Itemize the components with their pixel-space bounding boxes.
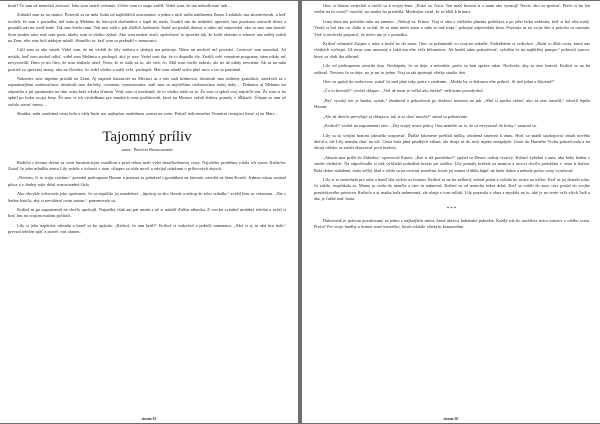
paragraph: Krištof schmatol Zucpin z ruky a hodil ho do mora. Otec sa pohniezdil vo svojom sedadle. Podráždene si vzdychol. „Bude to dlhá cesta, ktorá nás všetkých vyčerpá. Už teraz som unavený a čaká ma ešte veľa kilometrov. Ak budeš takto pokračovať, vyložím ťa na najbližšej pumpe,“ pohrozil synovi, ktorý sa však iba uškrnul. bbox=[314, 41, 590, 59]
paragraph: Lily si jeho nepleche všímala a hneď sa ho opýtala: „Krištof, čo tam hráš?“ Krištof si vzdychol a pokrčil ramenami. „Akú si ty tu akú hru hráš,“ prevzal telefón späť a pozrel von oknom. bbox=[8, 222, 286, 235]
paragraph: Ivina žena mu položila ruku na rameno. „Nebojí sa, Ernest. Vraj si sám z väčšieho plnenia požičiava a po jeho boku sedávala, keď si bol ešte malý. Vtedy si bol ako on. Stále si sa bál, že sa nám niečo stane a mňa to tiež trápi,“ pokojne odpovedala žena. Pozerala sa na svoje deti a potichu sa usmiala. Tiež si nechcela pripustiť, že niečo nie je v poriadku. bbox=[314, 18, 590, 37]
paragraph: kruti? To sam už nemohol zistovať, lebo som stratil vedomie. Určite som to stopu zničil. Vedel som, že ma nebudú mať radi… bbox=[8, 3, 232, 8]
paragraph: „Krištof!“ zvolal na napomenutí otec. „Daj svojej sestre pokoj. Ona nemôže za to, že sa nevyrastal do krásy,“ zasmial sa. bbox=[323, 123, 537, 129]
page-number: strana 35 bbox=[141, 417, 157, 421]
paragraph: Zobudil som sa na stanici. Pozerali sa na mňa ľudia od najbližších astronautov a jedna z nich našla nahlásenia Zema. Ledabolo ma skontrolovali, a keď uvideli, že som v poriadku, daľ mňa aj Melániu do letových skafandrov a šupli do riadu. Usadili nás do sedadiel, upevnili, bez pozdravu zatvorili dvere a posadili nás na tvrdé kade. Tak sme letela sami. Tak sme stáli v pár ďalších hodinách. Snáď asi poslali domov a nikto nič nepovedal, ako sa sme tam dostali. Som strašne sám, mal som pocit, akoby som to všetko zlyhal. Ako som neskôr zistil, spoločnosť to spravila tak, že kvôli obavám o zdravie nás radšej vrátili na Zem, ešte sme boli nádejne mladí. Skončilo to, keď som sa prebudil v nemocnici. bbox=[8, 12, 286, 44]
paragraph: Ako obvykle tolerovala jeho správanie, čo sa nepáčilo jej manželovi. „Správaj sa ako človek a nekop do toho sedadla,“ zvýšil hlas za volantom. „Nie s Sadne batoľa, aby si nevidával cestu autom,“ pomenovala sa. bbox=[8, 191, 286, 203]
paragraph: Nakoniec sme úspešne pristáli na Zemi. Aj napriek katastrofe na Mesiaci sa z nás stali hrdinovia, dostávali sme milióny gratulácií, stretávali sa s najznámejšími osobnosťami, dostávali sme darčeky, ocenenia, vymenovania, stali sme sa najväčšími osobnosťami našej doby… Dokonca aj Melániu mi odpustila a pri spomienke na túto cestu bola vďaka šťastná. Vedy som si uvedomil, že to všetko stálo za to. Že som si splnil svoj najväčší sen. Že som si ho splnil po boku svojej ženy. Že sme si ich výsledkami pre mnohých mne poďakovali, ktorí na Mesiaci zažali štrbiny pomaly v hĺbkach. Údajne sa tam už začalo stavať mesto… bbox=[8, 76, 286, 107]
right-page bbox=[302, 1, 600, 423]
page-number: strana 36 bbox=[443, 417, 459, 421]
story-author: autor: Patrícia Brestovanská bbox=[121, 146, 173, 152]
section-separator: *** bbox=[446, 206, 458, 212]
paragraph: Lily sa so svojím bratom odmietla rozprávať. Ďalšie kilometre prešlial mlčky, obrátená smerom k oknu. Hosť sa snažil upokojovať obsah nového dieťaťa, ale Lily nemala chuť na nič. Cesta bola plná prudkých zákrut, ale dvaja sa do nich nijako nezapájali. Cesta do Horného Vrchu pokračovala a na okraji obloky sa začali objavovať prvé budovy. bbox=[314, 132, 590, 151]
paragraph: Lily od prekvapenia otvorila ústa. Nechápala, čo sa deje, a nevedela, prečo sa brat správa takto. Nechcela, aby sa otec hneval. Krištof sa na ňu zaškeril. Neviem čo sa deje, no je mi to jedno. Vraj sa tak správajú všetky staršie deti. bbox=[314, 63, 590, 75]
story-title: Tajomný príliv bbox=[102, 128, 192, 145]
paragraph: „Ale ak dievča prevyšuje aj chlapcov, tak je to dosť navyše!“ smial sa pohnevane. bbox=[323, 113, 468, 119]
paragraph: Dubrovník je právom považovaný za jedno z najkrajších miest, ktoré ukrýva Jadranské pobrežie. Každý rok ho navštívia tisíce turistov z celého sveta. Prečo? Pre svoje hradby a krásne staré mestečko, ktoré odolalo všetkým katastrofám. bbox=[314, 217, 590, 229]
paragraph: Otec si hlasno vzdychol a otočil sa k svojej žene. „Pozri sa, Ivica. Ten malý huncút si s nami ako vystrojí! Nevie, ako sa správať. Prečo si ho len viedla na tú cestu?“ zavrčal, no matka ho prerušila. Medzitým zistil, že sa blíži k hranici. bbox=[314, 3, 590, 15]
paragraph: Krištof sa po napomenutí na chvíľu upokojil. Najradšej však ani pár minút a už si naložil ďalšiu zábavku. Z vrecka vytiahol mobilný telefón a začal si hrať hru na svojom malom počítači. bbox=[8, 206, 286, 219]
paragraph: Skrátka, naša osadobná cesta bola a vždy bude tou najlepšou osadobnou cestou na svete. Pokiaľ teda nezačne Vesmírni cestujúci lietať aj na Mars… bbox=[17, 111, 279, 117]
paragraph: „Čo to hovoríš?“ zvolal chlapec. „Ved už teraz je veľká ako žirafa!“ nešťastne povzdychol. bbox=[323, 88, 484, 94]
paragraph: Cítil som sa ako väzeň. Videl som, že mi vložili do žily infúziu a sledujú ma prístroje. Nikto mi nechcel nič povedať. Cestovať som nemohol. Až neskôr, keď som mohol odísť, videl som Melániu a pochopil, aký je stav. Vedel som iba, že to dopadlo zle. Zrušili celé vesmírne programy, nám nikdy nič nevysvetlili. Dnes je mi ľúto, že som zbabelo ušiel. Viem, že to stálo za to, ale vieš, čo. Mal som chvíle radosti, ale tie už nikdy nevrátim. Ak sa na mňa pozrieš zo správnej strany, ako na človeka, čo videl všetko a zažil veľa, pochopíš. Mal som mladé srdce plné snov a tie sa pominuli. bbox=[8, 47, 286, 72]
paragraph: „Byť vysoký nie je hanba, synak,“ zhodnotil a pokračoval po diaľnici smerom na juh. „Mal si predsa vidieť, ako sa otec nasrdil,“ odvetil lepšie Hasom. bbox=[314, 97, 590, 110]
paragraph: „Akurát sme prišli do Záhrebu,“ opravoval Ernest. „Kto si dá prestávku?“ opýtal sa Denov rodiny tvorivý. Krištof vybehol z auta, ako keby hoden v strede všetkých. Na odpočívadle si tiež vyhľadal pohodlné kreslo pri stolíku. Lily pomaly kráčala za mamou a otcovi chvíľu prekážala v ceste k bufetu. Bola dobre naladená, mala veľký hlad a tešila sa na ovocnú zmrzlinu, ktorú jej mama sľúbila kúpiť ak bude dobrá a nebude počas cesty vyrušovať. bbox=[314, 154, 590, 173]
paragraph: Otec sa spýtal do rozhovoru, zatiaľ čo mal plné ruky práce s riadením. „Mohla by si dokonca ešte pribrať. Si tiež pilná a šikovná?“ bbox=[323, 79, 555, 85]
paragraph: „Neviem, či to tvoju vytrhne,“ povedal prekvapene Hasom a prstami sa pohrával s gombíkmi na kúrenie, zavolal na ženu Koseli. Jednou rukou uviazal plúca a v druhej ruke držal tvarozoradné čísla. bbox=[8, 175, 286, 187]
paragraph: Lily si to nenechala pre seba a hneď išla rýchlo za bratom. Krištof sa na ňu zaškeril, zobral pohár a vyliala ho sestre na tričko. Keď sa jej dostalo toho, čo zažila, rozplakala sa. Mama ju vzala do náručia a otec sa nahneval. Krištof sa od smiechu ledva držal. Keď sa vrátili do auta, otec poslal do svojho prestávkového priestoru Krištofa a aj matka bola nahnevaná, ale obaja o tom mlčali. Lily pozerala z okna a myslela na to, aké je na svete veľa zlých ľudí a ako je ťažké mať brata. bbox=[314, 176, 591, 202]
paragraph: Rodičia s dvoma deťmi sa vezú futuristickým vozidlom a pred sebou mali výlet desaťhodinovej cesty. Najväčšie problémy robila ich synov Krištofer. Zatiaľ čo jeho mladšia sestra Lily sedela v tichosti v aute, chlapec sa stále mrvil a odvíjal otázkami o prílivových dejoch. bbox=[8, 159, 286, 171]
left-page bbox=[0, 1, 298, 423]
